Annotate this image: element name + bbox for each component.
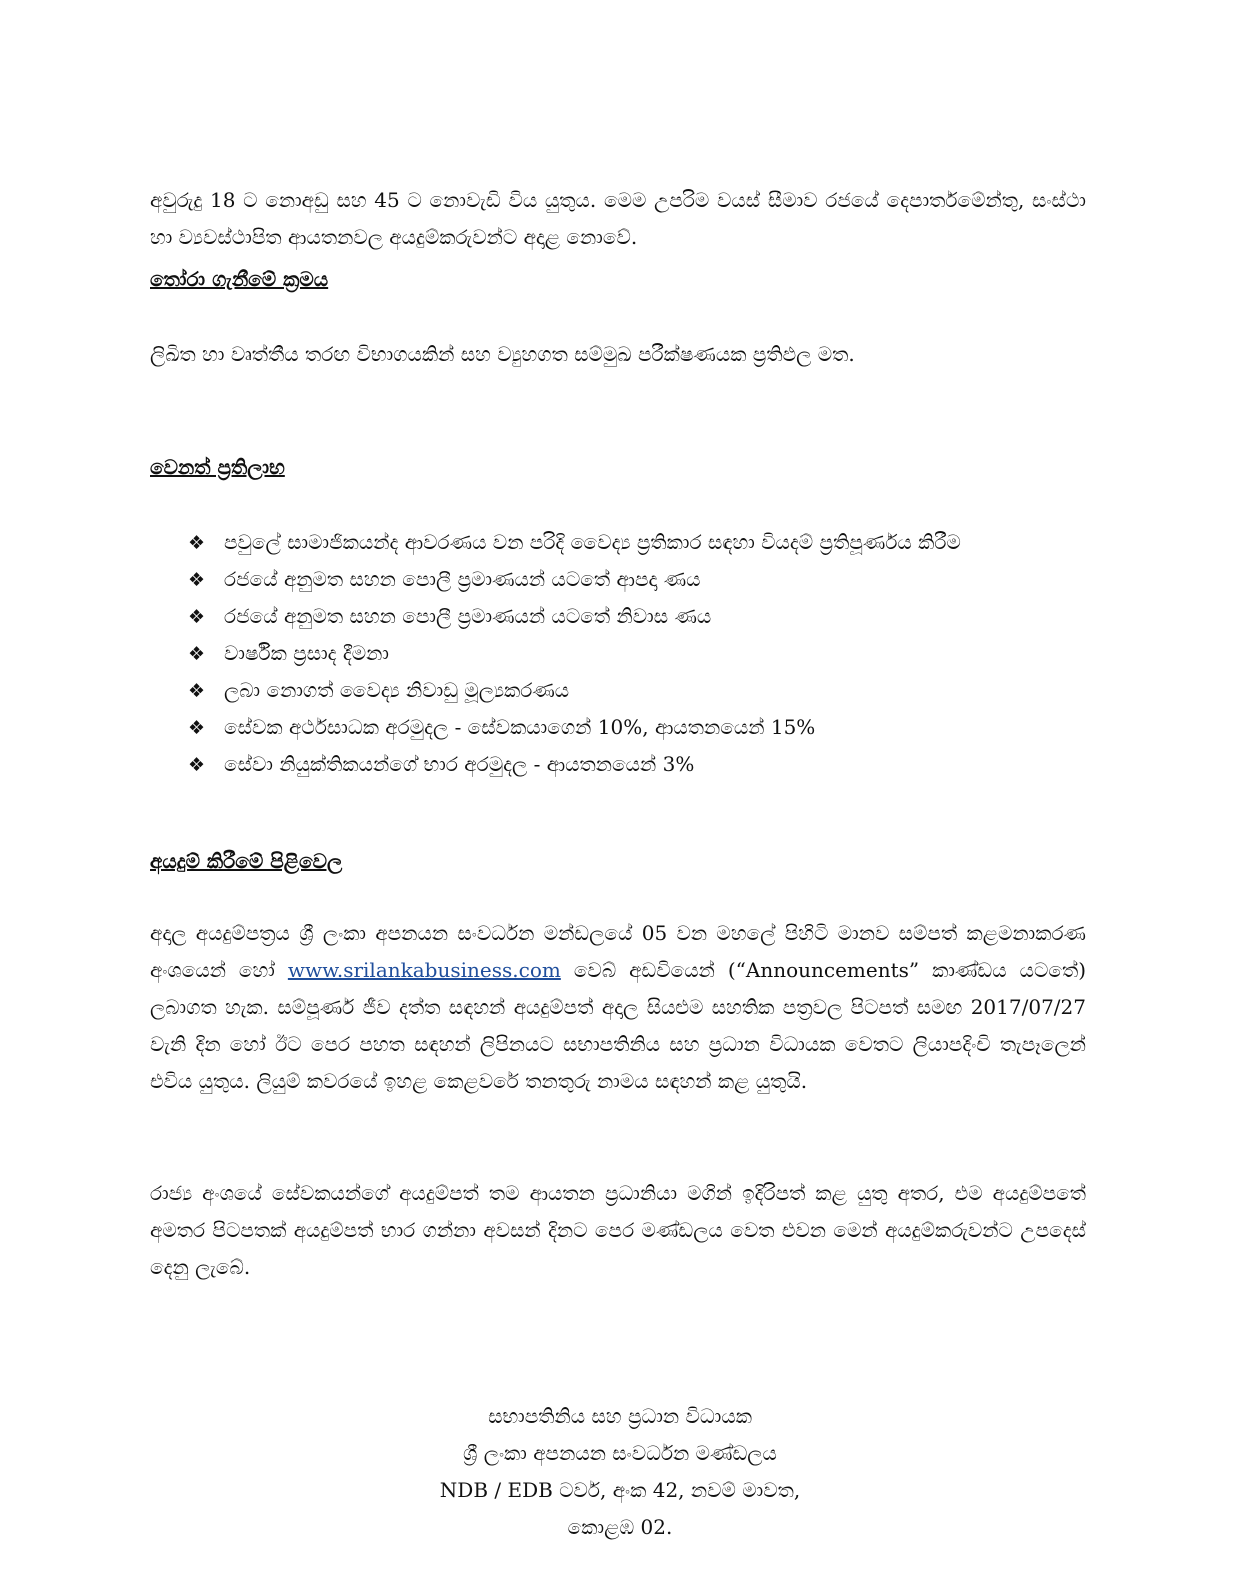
organization-name: ශ්‍රී ලංකා අපනයන සංවර්ධන මණ්ඩලය [463,1441,777,1465]
diamond-bullet-icon: ❖ [188,569,206,591]
application-text-part1: අදාල අයදුම්පත්‍රය ශ්‍රී ලංකා අපනයන සංවර්ධන මන්ඩලයේ 05 වන මහලේ පිහිටි මානව සම්පත් කළමනාකරණ අංශයෙන් හෝ [150,921,1086,982]
diamond-bullet-icon: ❖ [188,717,206,739]
signatory-title: සභාපතිනිය සහ ප්‍රධාන විධායක [488,1404,752,1428]
benefit-text: සේවා නියුක්තිකයන්ගේ භාර අරමුදල - ආයතනයෙන් 3% [224,752,695,776]
diamond-bullet-icon: ❖ [188,532,206,554]
list-item [188,746,1068,783]
age-requirement-paragraph: අවුරුදු 18 ට නොඅඩු සහ 45 ට නොවැඩි විය යුතුය. මෙම උපරිම වයස් සීමාව රජයේ දෙපාර්තමේන්තු, සංස්ථා හා ව්‍යවස්ථාපිත ආයතනවල අයදුම්කරුවන්ට අදාළ නොවේ. [150,188,1086,249]
diamond-bullet-icon: ❖ [188,680,206,702]
benefit-text: පවුලේ සාමාජිකයන්ද ආවරණය වන පරිදි වෛද්‍ය ප්‍රතිකාර සඳහා වියදම් ප්‍රතිපූර්ණය කිරීම [224,530,961,554]
diamond-bullet-icon: ❖ [188,643,206,665]
selection-method-heading: තෝරා ගැනීමේ ක්‍රමය [150,267,329,291]
list-item [188,635,1068,672]
benefit-text: සේවක අර්ථසාධක අරමුදල - සේවකයාගෙන් 10%, ආයතනයෙන් 15% [224,715,816,739]
list-item [188,561,1068,598]
public-sector-applicants-paragraph: රාජ්‍ය අංශයේ සේවකයන්ගේ අයදුම්පත් තම ආයතන ප්‍රධානියා මගින් ඉදිරිපත් කළ යුතු අතර, එම අයදුම්පතේ අමතර පිටපතක් අයදුම්පත් භාර ගන්නා අවසන් දිනට පෙර මණ්ඩලය වෙත එවන මෙන් අයදුම්කරුවන්ට උපදෙස් දෙනු ලැබේ. [150,1181,1086,1279]
diamond-bullet-icon: ❖ [188,754,206,776]
other-benefits-heading: වෙනත් ප්‍රතිලාභ [150,455,285,479]
benefit-text: රජයේ අනුමත සහන පොලී ප්‍රමාණයන් යටතේ ආපදා ණය [224,567,701,591]
list-item [188,672,1068,709]
selection-method-text: ලිඛිත හා වෘත්තීය තරඟ විභාගයකින් සහ ව්‍යුහගත සම්මුඛ පරීක්ෂණයක ප්‍රතිඵල මත. [150,342,855,366]
benefit-text: වාර්ෂික ප්‍රසාද දීමනා [224,641,389,665]
diamond-bullet-icon: ❖ [188,606,206,628]
application-procedure-heading: අයදුම් කිරීමේ පිළිවෙල [150,849,343,873]
benefits-list [188,524,1068,783]
list-item [188,524,1068,561]
city-line: කොළඹ 02. [567,1515,673,1539]
application-procedure-paragraph [150,915,1086,1100]
address-line: NDB / EDB ටවර්, අංක 42, නවම් මාවත, [439,1478,801,1502]
website-link[interactable]: www.srilankabusiness.com [287,958,561,982]
benefit-text: රජයේ අනුමත සහන පොලී ප්‍රමාණයන් යටතේ නිවාස ණය [224,604,712,628]
list-item [188,709,1068,746]
application-text-part2: වෙබ් අඩවියෙන් (“Announcements” කාණ්ඩය යටතේ) ලබාගත හැක. සම්පූර්ණ ජීව දත්ත සඳහන් අයදුම්පත් අදාල සියළුම සහතික පත්‍රවල පිටපත් සමඟ 2017/07/27 වැනි දින හෝ ඊට පෙර පහත සඳහන් ලිපිනයට සභාපතිනිය සහ ප්‍රධාන විධායක වෙතට ලියාපදිංචි තැපෑලෙන් එවිය යුතුය. ලියුම් කවරයේ ඉහළ කෙළවරේ තනතුරු නාමය සඳහන් කළ යුතුයි. [150,958,1086,1093]
benefit-text: ලබා නොගත් වෛද්‍ය නිවාඩු මූල්‍යකරණය [224,678,570,702]
list-item [188,598,1068,635]
